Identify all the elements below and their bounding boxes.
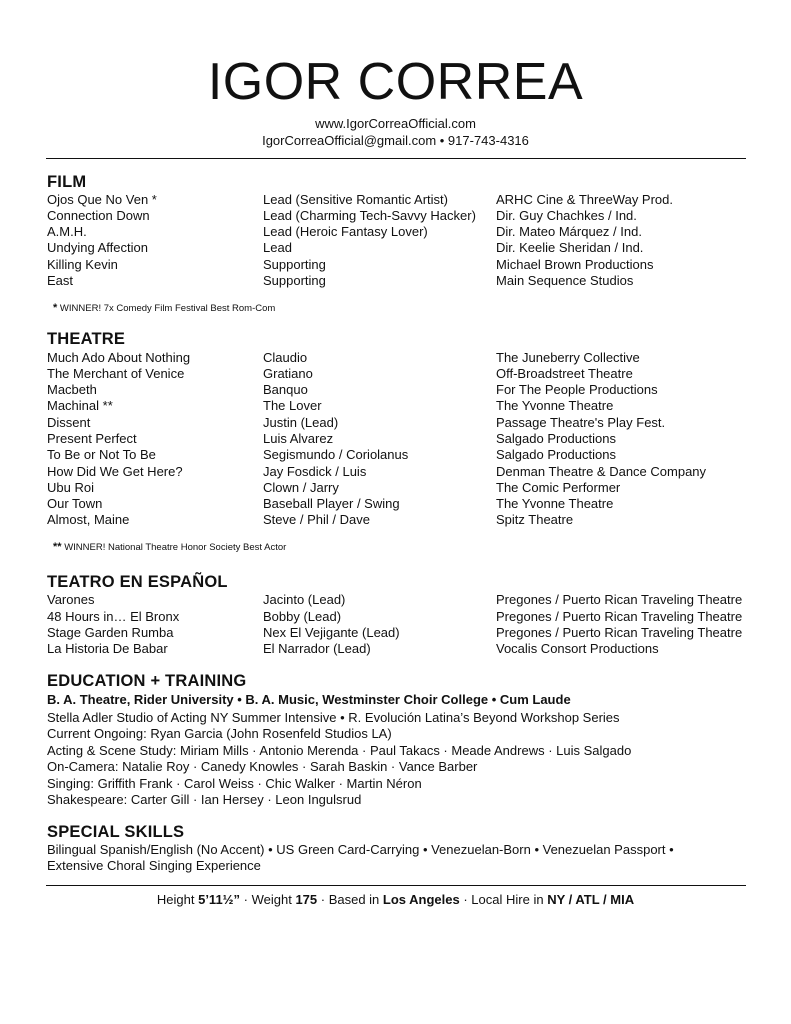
theatre-title: How Did We Get Here? [47, 464, 183, 479]
theatre-title: Almost, Maine [47, 512, 130, 527]
teatro-company: Vocalis Consort Productions [496, 641, 659, 656]
theatre-company: Salgado Productions [496, 431, 616, 446]
height-label: Height [156, 892, 195, 907]
theatre-role: Segismundo / Coriolanus [263, 447, 409, 462]
film-company: Dir. Guy Chachkes / Ind. [496, 208, 637, 223]
theatre-title: Much Ado About Nothing [47, 350, 191, 365]
film-title: Killing Kevin [47, 257, 118, 272]
teatro-company: Pregones / Puerto Rican Traveling Theatre [496, 625, 743, 640]
theatre-role: Gratiano [263, 366, 313, 381]
training-line: Stella Adler Studio of Acting NY Summer Intensive • R. Evolución Latina’s Beyond Workshop Series [47, 710, 620, 725]
theatre-role: Baseball Player / Swing [263, 496, 400, 511]
theatre-company: For The People Productions [496, 382, 658, 397]
weight-label: · Weight [240, 892, 292, 907]
training-line: Acting & Scene Study: Miriam Mills · Antonio Merenda · Paul Takacs · Meade Andrews · Luis Salgado [47, 743, 632, 758]
footer-divider [46, 885, 746, 886]
film-title: East [47, 273, 74, 288]
theatre-company: Denman Theatre & Dance Company [496, 464, 707, 479]
film-title: Ojos Que No Ven * [47, 192, 157, 207]
award-star: ** [53, 541, 62, 553]
training-line: Shakespeare: Carter Gill · Ian Hersey · Leon Ingulsrud [47, 792, 362, 807]
theatre-role: Jay Fosdick / Luis [263, 464, 367, 479]
local-hire-label: · Local Hire in [459, 892, 544, 907]
theatre-title: Ubu Roi [47, 480, 94, 495]
training-line: On-Camera: Natalie Roy · Canedy Knowles · Sarah Baskin · Vance Barber [47, 759, 478, 774]
theatre-title: Dissent [47, 415, 91, 430]
teatro-company: Pregones / Puerto Rican Traveling Theatre [496, 592, 743, 607]
teatro-heading: TEATRO EN ESPAÑOL [47, 573, 228, 591]
theatre-company: Salgado Productions [496, 447, 616, 462]
film-title: Undying Affection [47, 240, 148, 255]
teatro-role: Nex El Vejigante (Lead) [263, 625, 400, 640]
film-company: Main Sequence Studios [496, 273, 634, 288]
award-star: * [53, 302, 58, 314]
theatre-role: Banquo [263, 382, 308, 397]
local-hire-value: NY / ATL / MIA [547, 892, 635, 907]
theatre-company: Off-Broadstreet Theatre [496, 366, 633, 381]
education-heading: EDUCATION + TRAINING [47, 672, 247, 690]
theatre-company: The Yvonne Theatre [496, 496, 614, 511]
theatre-role: Claudio [263, 350, 308, 365]
theatre-award-note [53, 541, 286, 554]
skills-heading: SPECIAL SKILLS [47, 823, 185, 841]
theatre-role: Clown / Jarry [263, 480, 339, 495]
theatre-company: The Juneberry Collective [496, 350, 640, 365]
theatre-role: The Lover [263, 398, 322, 413]
website-link[interactable]: www.IgorCorreaOfficial.com [315, 116, 476, 131]
based-label: · Based in [317, 892, 380, 907]
teatro-title: Varones [47, 592, 95, 607]
theatre-role: Steve / Phil / Dave [263, 512, 370, 527]
film-company: ARHC Cine & ThreeWay Prod. [496, 192, 674, 207]
teatro-title: Stage Garden Rumba [47, 625, 174, 640]
skills-line: Extensive Choral Singing Experience [47, 858, 261, 873]
theatre-role: Luis Alvarez [263, 431, 334, 446]
teatro-company: Pregones / Puerto Rican Traveling Theatre [496, 609, 743, 624]
film-company: Michael Brown Productions [496, 257, 654, 272]
film-role: Lead (Sensitive Romantic Artist) [263, 192, 448, 207]
film-role: Supporting [263, 273, 326, 288]
award-note-text: WINNER! 7x Comedy Film Festival Best Rom-Com [59, 303, 276, 314]
film-title: Connection Down [47, 208, 150, 223]
theatre-title: The Merchant of Venice [47, 366, 185, 381]
email-phone[interactable]: IgorCorreaOfficial@gmail.com • 917-743-4316 [262, 133, 529, 148]
theatre-company: Passage Theatre's Play Fest. [496, 415, 666, 430]
film-title: A.M.H. [47, 224, 87, 239]
theatre-title: Present Perfect [47, 431, 137, 446]
training-line: Current Ongoing: Ryan Garcia (John Rosenfeld Studios LA) [47, 726, 392, 741]
weight-value: 175 [295, 892, 318, 907]
theatre-company: The Comic Performer [496, 480, 621, 495]
theatre-title: Macbeth [47, 382, 97, 397]
teatro-role: El Narrador (Lead) [263, 641, 371, 656]
based-value: Los Angeles [382, 892, 460, 907]
film-role: Lead [263, 240, 292, 255]
header-divider [46, 158, 746, 159]
teatro-title: 48 Hours in… El Bronx [47, 609, 180, 624]
height-value: 5’11½” [198, 892, 241, 907]
theatre-heading: THEATRE [47, 330, 126, 348]
skills-line: Bilingual Spanish/English (No Accent) • US Green Card-Carrying • Venezuelan-Born • Venezuelan Passport • [47, 842, 674, 857]
teatro-title: La Historia De Babar [47, 641, 168, 656]
film-heading: FILM [47, 173, 87, 191]
award-note-text: WINNER! National Theatre Honor Society Best Actor [64, 542, 287, 553]
theatre-role: Justin (Lead) [263, 415, 339, 430]
degrees-line: B. A. Theatre, Rider University • B. A. Music, Westminster Choir College • Cum Laude [47, 692, 571, 707]
theatre-title: Machinal ** [47, 398, 113, 413]
training-line: Singing: Griffith Frank · Carol Weiss · Chic Walker · Martin Néron [47, 776, 422, 791]
theatre-title: Our Town [47, 496, 103, 511]
theatre-company: The Yvonne Theatre [496, 398, 614, 413]
teatro-role: Bobby (Lead) [263, 609, 342, 624]
film-company: Dir. Keelie Sheridan / Ind. [496, 240, 644, 255]
teatro-role: Jacinto (Lead) [263, 592, 346, 607]
stats-footer [0, 892, 791, 908]
film-award-note [53, 302, 275, 315]
theatre-title: To Be or Not To Be [47, 447, 156, 462]
theatre-company: Spitz Theatre [496, 512, 574, 527]
film-role: Lead (Heroic Fantasy Lover) [263, 224, 428, 239]
film-role: Supporting [263, 257, 326, 272]
page-title: IGOR CORREA [207, 53, 584, 111]
film-company: Dir. Mateo Márquez / Ind. [496, 224, 642, 239]
film-role: Lead (Charming Tech-Savvy Hacker) [263, 208, 476, 223]
